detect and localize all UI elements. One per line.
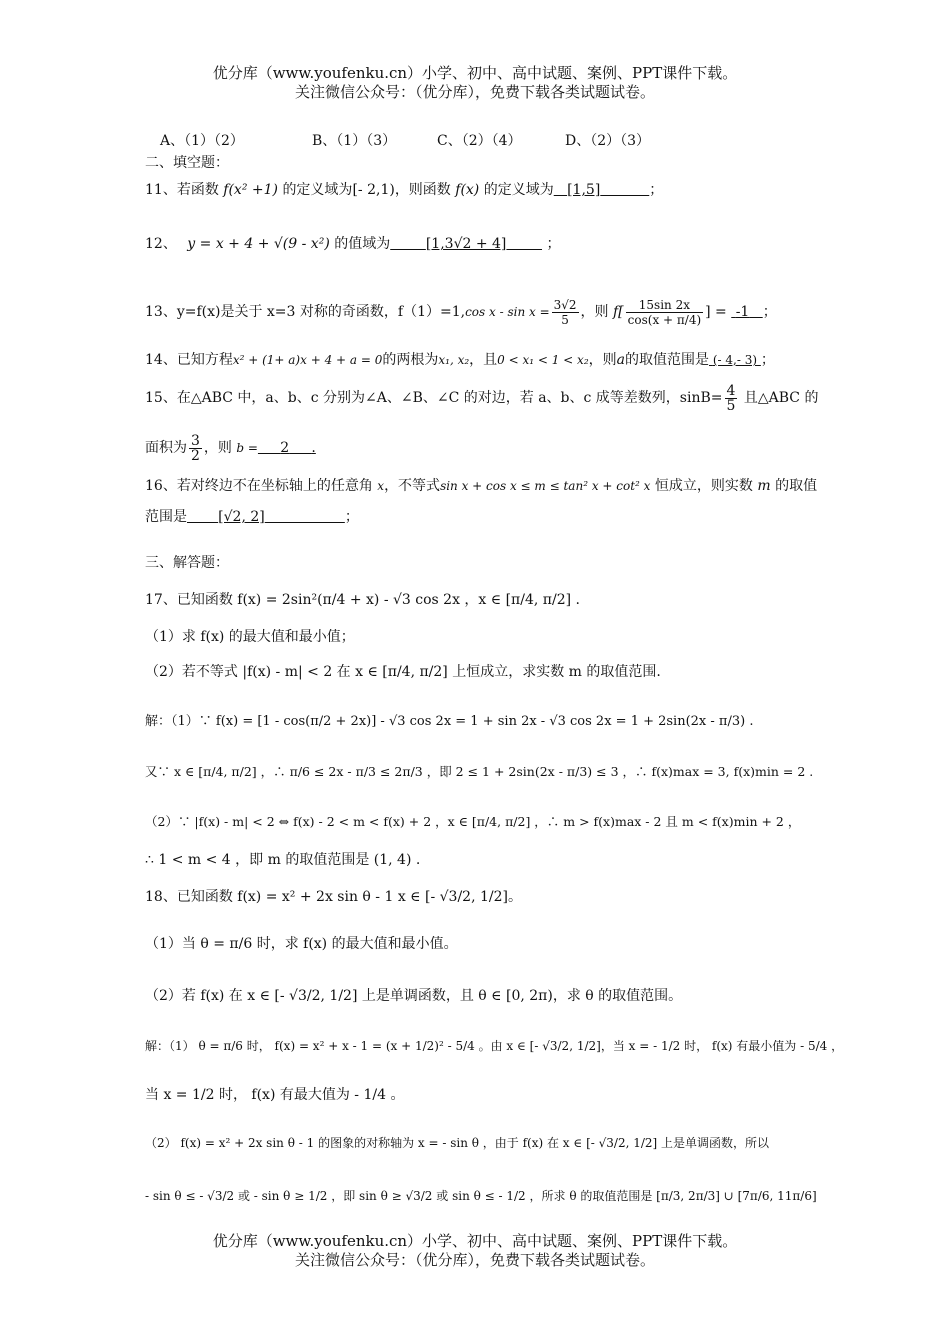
q13-prefix: 13、y=f(x)是关于 x=3 对称的奇函数，f（1）=1, [145, 304, 466, 320]
q14-prefix: 14、已知方程 [145, 352, 233, 368]
q14-var: a [616, 352, 625, 368]
q13-cond-fraction: $\frac{3√2}{5}$ [553, 297, 577, 327]
question-16 [145, 476, 825, 496]
q12-end: ； [546, 236, 561, 252]
q13-expr-fraction: $\frac{15\sin 2x}{\cos(x + \pi/4)}$ [627, 297, 702, 327]
q14-mid3: ，则 [588, 352, 617, 368]
q11-prefix: 11、若函数 [145, 182, 219, 198]
q14-cond: 0 < x₁ < 1 < x₂ [497, 353, 589, 367]
q13-answer: -1 [735, 304, 750, 320]
q12-answer: [1,3√2 + 4] [425, 236, 507, 252]
q16-var2: m [757, 478, 771, 494]
page-footer [0, 1232, 950, 1270]
q18-solution-2: 当 x = 1/2 时， f(x) 有最大值为 - 1/4 。 [145, 1087, 405, 1103]
q11-domain: [- 2,1) [352, 182, 395, 198]
q15-area-fraction: $\frac{3}{2}$ [191, 432, 200, 464]
footer-line-2: 关注微信公众号：（优分库），免费下载各类试题试卷。 [294, 1251, 655, 1269]
q16-ineq: sin x + cos x ≤ m ≤ tan² x + cot² x [440, 479, 651, 493]
q16-answer: [√2, 2] [218, 509, 265, 525]
q18-solution-1: 解：（1） θ = π/6 时， f(x) = x² + x - 1 = (x + 1/2)² - 5/4 。由 x ∈ [- √3/2, 1/2]，当 x = - 1/2 时， f(x) 有最小值为 - 5/4 ， [145, 1039, 844, 1053]
question-15-line-2 [145, 430, 825, 466]
q14-answer: (- 4,- 3) [712, 353, 758, 367]
q16-mid3: 的取值 [775, 478, 818, 494]
option-d: D、（2）（3） [565, 133, 651, 149]
q11-mid2: ，则函数 [394, 182, 451, 198]
option-a: A、（1）（2） [160, 133, 244, 149]
q15-suffix: 且△ABC 的 [743, 390, 819, 406]
header-line-1: 优分库（www.youfenku.cn）小学、初中、高中试题、案例、PPT课件下载。 [212, 64, 738, 82]
q18-part-2: （2）若 f(x) 在 x ∈ [- √3/2, 1/2] 上是单调函数，且 θ ∈ [0, 2π)，求 θ 的取值范围。 [145, 988, 683, 1004]
q17-solution-3: （2）∵ |f(x) - m| < 2 ⇔ f(x) - 2 < m < f(x) + 2 ，x ∈ [π/4, π/2] ，∴ m > f(x)max - 2 且 m < f(x)min + 2 ， [145, 814, 801, 829]
q16-mid1: ，不等式 [384, 478, 441, 494]
q13-expr-post: ] = [705, 304, 727, 320]
question-12 [145, 234, 825, 254]
q15-line2-mid: ，则 [203, 440, 232, 456]
option-c: C、（2）（4） [437, 133, 522, 149]
q13-end: ； [762, 304, 777, 320]
q13-cond: cos x - sin x = [465, 305, 550, 319]
q15-answer: 2 . [280, 440, 316, 456]
q11-mid1: 的定义域为 [282, 182, 353, 198]
q16-end: ； [344, 509, 359, 525]
q11-answer: [1,5] [567, 182, 601, 198]
q14-mid2: ，且 [469, 352, 498, 368]
question-14 [145, 350, 825, 370]
q14-roots: x₁, x₂ [438, 353, 470, 367]
q16-line2-prefix: 范围是 [145, 509, 187, 525]
q18-solution-3: （2） f(x) = x² + 2x sin θ - 1 的图象的对称轴为 x = - sin θ ，由于 f(x) 在 x ∈ [- √3/2, 1/2] 上是单调函数，所以 [145, 1136, 770, 1150]
q11-end: ； [649, 182, 664, 198]
q16-var: x [377, 479, 385, 493]
question-11 [145, 180, 825, 200]
q15-prefix: 15、在△ABC 中，a、b、c 分别为∠A、∠B、∠C 的对边，若 a、b、c 成等差数列，sinB= [145, 390, 723, 406]
q11-mid3: 的定义域为 [483, 182, 554, 198]
header-line-2: 关注微信公众号：（优分库），免费下载各类试题试卷。 [294, 83, 655, 101]
footer-line-1: 优分库（www.youfenku.cn）小学、初中、高中试题、案例、PPT课件下载。 [212, 1232, 738, 1250]
q13-expr-pre: f[ [613, 304, 624, 320]
q16-mid2: 恒成立，则实数 [654, 478, 753, 494]
q12-mid: 的值域为 [334, 236, 391, 252]
q16-prefix: 16、若对终边不在坐标轴上的任意角 [145, 478, 373, 494]
page-header [0, 64, 950, 102]
q15-var: b = [236, 441, 258, 455]
q17-stem: 17、已知函数 f(x) = 2sin²(π/4 + x) - √3 cos 2x ，x ∈ [π/4, π/2] . [145, 592, 580, 608]
q17-part-2: （2）若不等式 |f(x) - m| < 2 在 x ∈ [π/4, π/2] 上恒成立，求实数 m 的取值范围. [145, 664, 661, 680]
q17-solution-2: 又∵ x ∈ [π/4, π/2] ，∴ π/6 ≤ 2x - π/3 ≤ 2π/3 ，即 2 ≤ 1 + 2sin(2x - π/3) ≤ 3 ，∴ f(x)max = 3, f(x)min = 2 . [145, 764, 814, 779]
q17-solution-4: ∴ 1 < m < 4 ，即 m 的取值范围是 (1, 4) . [145, 852, 421, 868]
q12-prefix: 12、 [145, 236, 177, 252]
q18-stem: 18、已知函数 f(x) = x² + 2x sin θ - 1 x ∈ [- √3/2, 1/2]。 [145, 889, 522, 905]
q15-sin-fraction: $\frac{4}{5}$ [726, 382, 736, 414]
q11-func: f(x² +1) [223, 182, 278, 198]
q18-part-1: （1）当 θ = π/6 时，求 f(x) 的最大值和最小值。 [145, 936, 458, 952]
q14-mid1: 的两根为 [382, 352, 439, 368]
q17-part-1: （1）求 f(x) 的最大值和最小值； [145, 629, 355, 645]
q11-func2: f(x) [455, 182, 480, 198]
q15-line2-prefix: 面积为 [145, 440, 187, 456]
q13-mid: ，则 [580, 304, 609, 320]
question-16-line-2 [145, 507, 825, 527]
q18-solution-4: - sin θ ≤ - √3/2 或 - sin θ ≥ 1/2 ，即 sin θ ≥ √3/2 或 sin θ ≤ - 1/2 ，所求 θ 的取值范围是 [π/3, 2π/3] ∪ [7π/6, 11π/6] [145, 1189, 817, 1203]
section-3-title: 三、解答题： [145, 555, 229, 571]
q12-expr: y = x + 4 + √(9 - x²) [187, 236, 330, 252]
question-13 [145, 292, 825, 332]
option-b: B、（1）（3） [312, 133, 397, 149]
q14-eq: x² + (1+ a)x + 4 + a = 0 [232, 353, 383, 367]
q14-mid4: 的取值范围是 [625, 352, 709, 368]
q17-solution-1: 解：（1）∵ f(x) = [1 - cos(π/2 + 2x)] - √3 cos 2x = 1 + sin 2x - √3 cos 2x = 1 + 2sin(2x - π/3) . [145, 714, 754, 729]
question-15 [145, 380, 825, 416]
q14-end: ； [760, 352, 775, 368]
section-2-title: 二、填空题： [145, 155, 229, 171]
